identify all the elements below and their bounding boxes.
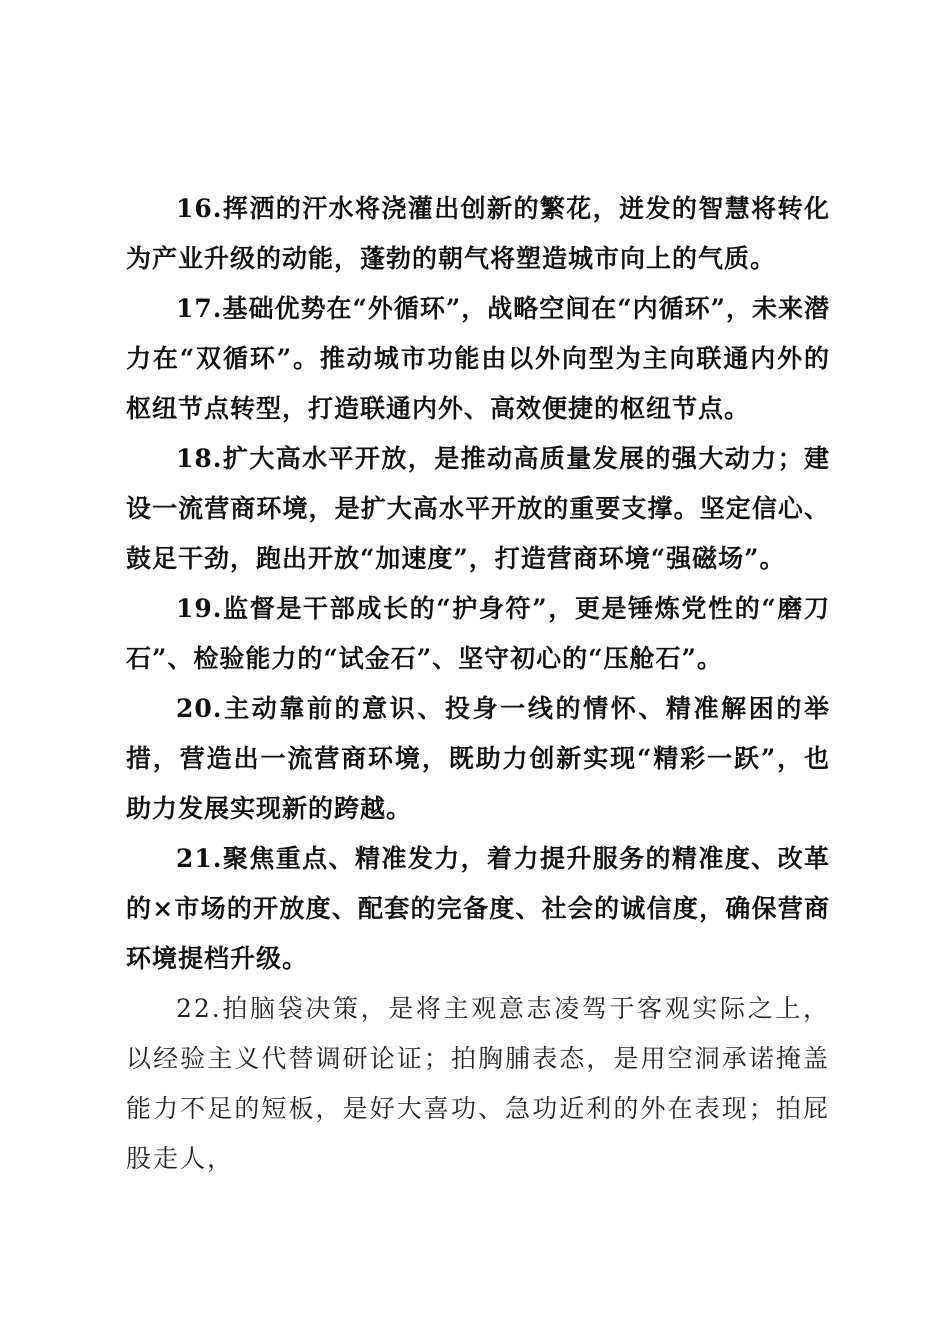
paragraph-19: 19.监督是干部成长的“护身符”，更是锤炼党性的“磨刀石”、检验能力的“试金石”、坚守初心的“压舱石”。 <box>126 594 830 673</box>
paragraph-20: 20.主动靠前的意识、投身一线的情怀、精准解困的举措，营造出一流营商环境，既助力创新实现“精彩一跃”，也助力发展实现新的跨越。 <box>126 694 830 823</box>
paragraph-21: 21.聚焦重点、精准发力，着力提升服务的精准度、改革的×市场的开放度、配套的完备度、社会的诚信度，确保营商环境提档升级。 <box>126 844 830 973</box>
paragraph-18: 18.扩大高水平开放，是推动高质量发展的强大动力；建设一流营商环境，是扩大高水平开放的重要支撑。坚定信心、鼓足干劲，跑出开放“加速度”，打造营商环境“强磁场”。 <box>126 444 830 573</box>
paragraph-22: 22.拍脑袋决策，是将主观意志凌驾于客观实际之上，以经验主义代替调研论证；拍胸脯表态，是用空洞承诺掩盖能力不足的短板，是好大喜功、急功近利的外在表现；拍屁股走人， <box>126 994 830 1173</box>
paragraph-16: 16.挥洒的汗水将浇灌出创新的繁花，迸发的智慧将转化为产业升级的动能，蓬勃的朝气将塑造城市向上的气质。 <box>126 194 830 273</box>
document-body <box>126 184 830 1184</box>
paragraph-17: 17.基础优势在“外循环”，战略空间在“内循环”，未来潜力在“双循环”。推动城市功能由以外向型为主向联通内外的枢纽节点转型，打造联通内外、高效便捷的枢纽节点。 <box>126 294 831 423</box>
